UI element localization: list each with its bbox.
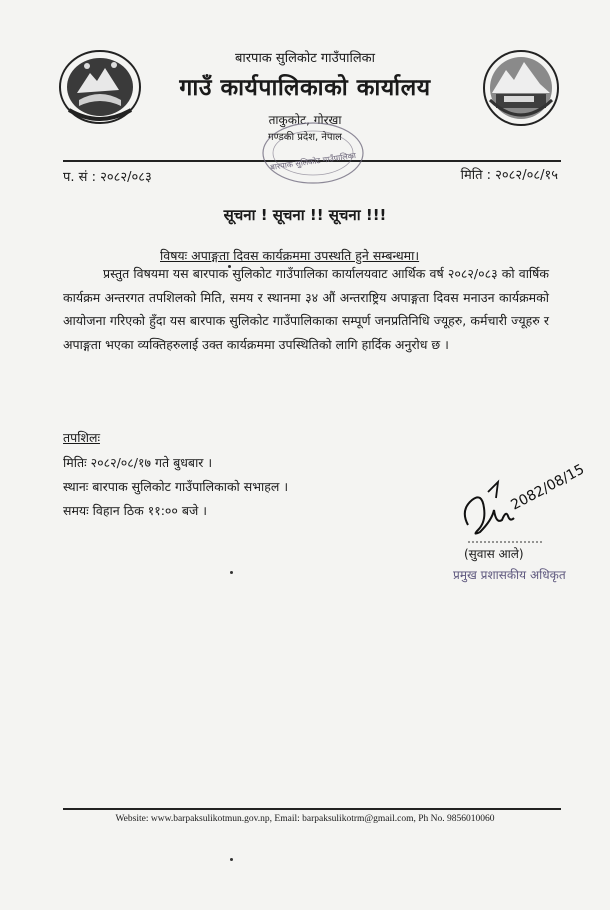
signatory-title: प्रमुख प्रशासकीय अधिकृत bbox=[453, 568, 566, 582]
ink-dot bbox=[230, 571, 233, 574]
signature-icon bbox=[458, 461, 588, 550]
letter-date: मिति : २०८२/०८/१५ bbox=[460, 168, 558, 183]
office-location: ताकुकोट, गोरखा bbox=[268, 113, 342, 127]
notice-heading: सूचना ! सूचना !! सूचना !!! bbox=[223, 206, 387, 224]
office-province: गण्डकी प्रदेश, नेपाल bbox=[268, 132, 342, 143]
details-time: समयः विहान ठिक ११:०० बजे । bbox=[63, 503, 208, 518]
signatory-name: (सुवास आले) bbox=[464, 547, 524, 561]
ink-dot bbox=[230, 858, 233, 861]
details-heading: तपशिलः bbox=[63, 430, 100, 445]
details-date: मितिः २०८२/०८/१७ गते बुधबार । bbox=[63, 455, 213, 470]
body-paragraph: प्रस्तुत विषयमा यस बारपाक सुलिकोट गाउँपालिका कार्यालयवाट आर्थिक वर्ष २०८२/०८३ को वार्षिक कार्यक्रम अन्तरगत तपशिलको मिति, समय र स्थानमा ३४ औं अन्तराष्ट्रिय अपाङ्गता दिवस मनाउन कार्यक्रमको आयोजना गरिएको हुँदा यस बारपाक सुलिकोट गाउँपालिकाका सम्पूर्ण जनप्रतिनिधि ज्यूहरु, कर्मचारी ज्यूहरु र अपाङ्गता भएका व्यक्तिहरुलाई उक्त कार्यक्रममा उपस्थितिको लागि हार्दिक अनुरोध छ । bbox=[63, 266, 549, 352]
signature-date: 2082/08/15 bbox=[508, 461, 588, 514]
footer-divider bbox=[63, 808, 561, 810]
municipality-name: बारपाक सुलिकोट गाउँपालिका bbox=[234, 51, 376, 66]
office-title: गाउँ कार्यपालिकाको कार्यालय bbox=[179, 75, 431, 101]
reference-number: प. सं : २०८२/०८३ bbox=[63, 170, 152, 185]
stamp-text: बारपाक सुलिकोट गाउँपालिका bbox=[269, 151, 357, 172]
details-venue: स्थानः बारपाक सुलिकोट गाउँपालिकाको सभाहल । bbox=[63, 479, 289, 494]
footer-contact: Website: www.barpaksulikotmun.gov.np, Email: barpaksulikotrm@gmail.com, Ph No. 9856010060 bbox=[115, 814, 495, 824]
subject-line: विषयः अपाङ्गता दिवस कार्यक्रममा उपस्थति हुने सम्बन्धमा। bbox=[160, 248, 420, 263]
